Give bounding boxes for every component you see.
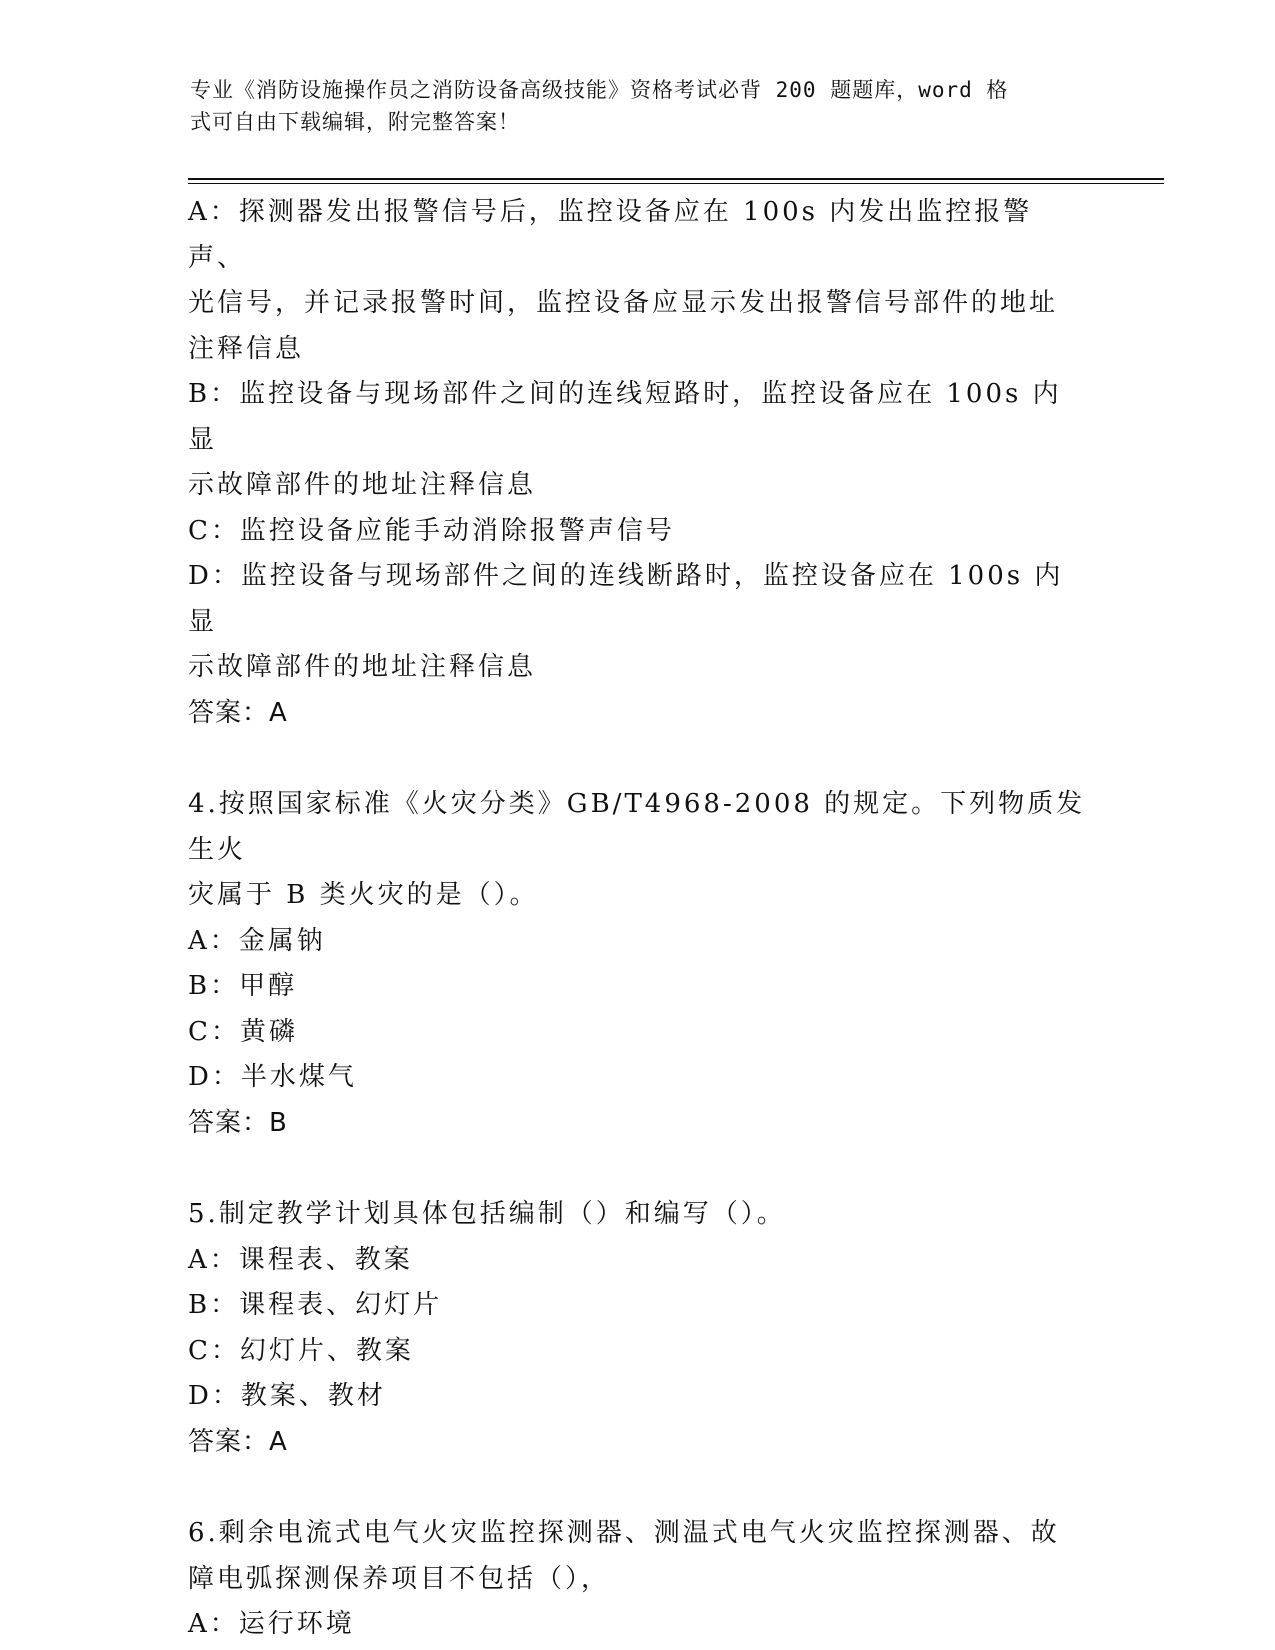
q3-option-a-line-3: 注释信息 — [188, 333, 305, 364]
q3-option-b-line-1: B：监控设备与现场部件之间的连线短路时，监控设备应在 100s 内显 — [188, 379, 1062, 455]
q6-stem-line-1: 6.剩余电流式电气火灾监控探测器、测温式电气火灾监控探测器、故 — [188, 1518, 1060, 1548]
question-6 — [188, 1511, 1088, 1648]
q3-option-d-line-2: 示故障部件的地址注释信息 — [188, 652, 537, 682]
q3-answer: 答案：A — [188, 697, 288, 728]
q3-option-a-line-2: 光信号，并记录报警时间，监控设备应显示发出报警信号部件的地址 — [188, 288, 1059, 318]
question-content — [188, 190, 1088, 1648]
q4-stem-line-2: 灾属于 B 类火灾的是（）。 — [188, 880, 539, 910]
q4-option-a: A：金属钠 — [188, 925, 326, 956]
question-3-options — [188, 190, 1088, 736]
question-5 — [188, 1192, 1088, 1465]
q5-answer: 答案：A — [188, 1426, 288, 1457]
q5-option-d: D：教案、教材 — [188, 1381, 386, 1411]
q4-option-d: D：半水煤气 — [188, 1062, 357, 1092]
q3-option-a-line-1: A：探测器发出报警信号后，监控设备应在 100s 内发出监控报警声、 — [188, 197, 1033, 273]
q5-stem: 5.制定教学计划具体包括编制（）和编写（）。 — [188, 1199, 786, 1229]
q4-answer: 答案：B — [188, 1107, 288, 1138]
header-divider-thin — [188, 183, 1164, 184]
header-title-line-2: 式可自由下载编辑，附完整答案！ — [190, 110, 520, 134]
q4-option-c: C：黄磷 — [188, 1016, 298, 1047]
document-header — [190, 74, 1080, 138]
q4-option-b: B：甲醇 — [188, 971, 298, 1001]
q3-option-c: C：监控设备应能手动消除报警声信号 — [188, 515, 675, 546]
q3-option-d-line-1: D：监控设备与现场部件之间的连线断路时，监控设备应在 100s 内显 — [188, 561, 1064, 637]
question-4 — [188, 782, 1088, 1146]
q6-stem-line-2: 障电弧探测保养项目不包括（）， — [188, 1563, 611, 1594]
q5-option-b: B：课程表、幻灯片 — [188, 1290, 443, 1320]
q5-option-c: C：幻灯片、教案 — [188, 1335, 414, 1366]
header-divider-thick — [188, 178, 1164, 180]
q3-option-b-line-2: 示故障部件的地址注释信息 — [188, 470, 537, 500]
q6-option-a: A：运行环境 — [188, 1609, 355, 1639]
q4-stem-line-1: 4.按照国家标准《火灾分类》GB/T4968-2008 的规定。下列物质发生火 — [188, 789, 1086, 865]
header-title-line-1: 专业《消防设施操作员之消防设备高级技能》资格考试必背 200 题题库，word 格 — [190, 78, 1009, 102]
q5-option-a: A：课程表、教案 — [188, 1244, 413, 1275]
